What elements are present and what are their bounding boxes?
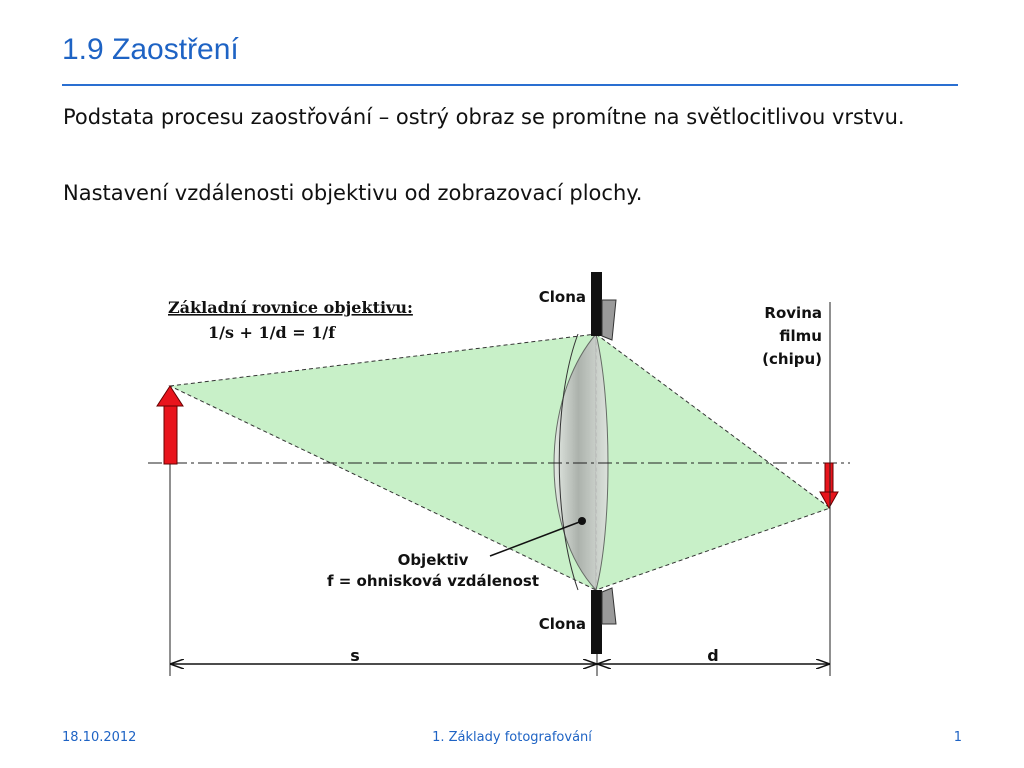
light-cone-object-side bbox=[170, 334, 596, 590]
light-cone-image-side bbox=[596, 334, 830, 590]
footer-page-number: 1 bbox=[953, 730, 962, 745]
footer-date: 18.10.2012 bbox=[62, 730, 137, 745]
distance-d-label: d bbox=[707, 646, 719, 665]
aperture-bottom-label: Clona bbox=[538, 615, 586, 633]
film-plane-label-2: filmu bbox=[779, 327, 822, 345]
aperture-top-bevel bbox=[602, 300, 616, 340]
lens-equation: 1/s + 1/d = 1/f bbox=[208, 323, 336, 342]
footer-title: 1. Základy fotografování bbox=[432, 730, 592, 745]
image-arrow bbox=[820, 463, 838, 508]
aperture-top-label: Clona bbox=[538, 288, 586, 306]
film-plane-label-3: (chipu) bbox=[762, 350, 822, 368]
lens-label-2: f = ohnisková vzdálenost bbox=[326, 572, 540, 590]
paragraph-focus-principle: Podstata procesu zaostřování – ostrý obraz se promítne na světlocitlivou vrstvu. bbox=[63, 105, 905, 129]
aperture-bottom-bevel bbox=[602, 588, 616, 624]
lens-label-1: Objektiv bbox=[397, 551, 469, 569]
slide-title: 1.9 Zaostření bbox=[62, 33, 239, 66]
equation-title: Základní rovnice objektivu: bbox=[168, 298, 413, 317]
object-arrow bbox=[157, 386, 183, 464]
aperture-bottom-blade bbox=[591, 590, 602, 654]
paragraph-lens-distance: Nastavení vzdálenosti objektivu od zobrazovací plochy. bbox=[63, 181, 643, 205]
film-plane-label-1: Rovina bbox=[764, 304, 822, 322]
aperture-top-blade bbox=[591, 272, 602, 336]
distance-s-label: s bbox=[350, 646, 360, 665]
